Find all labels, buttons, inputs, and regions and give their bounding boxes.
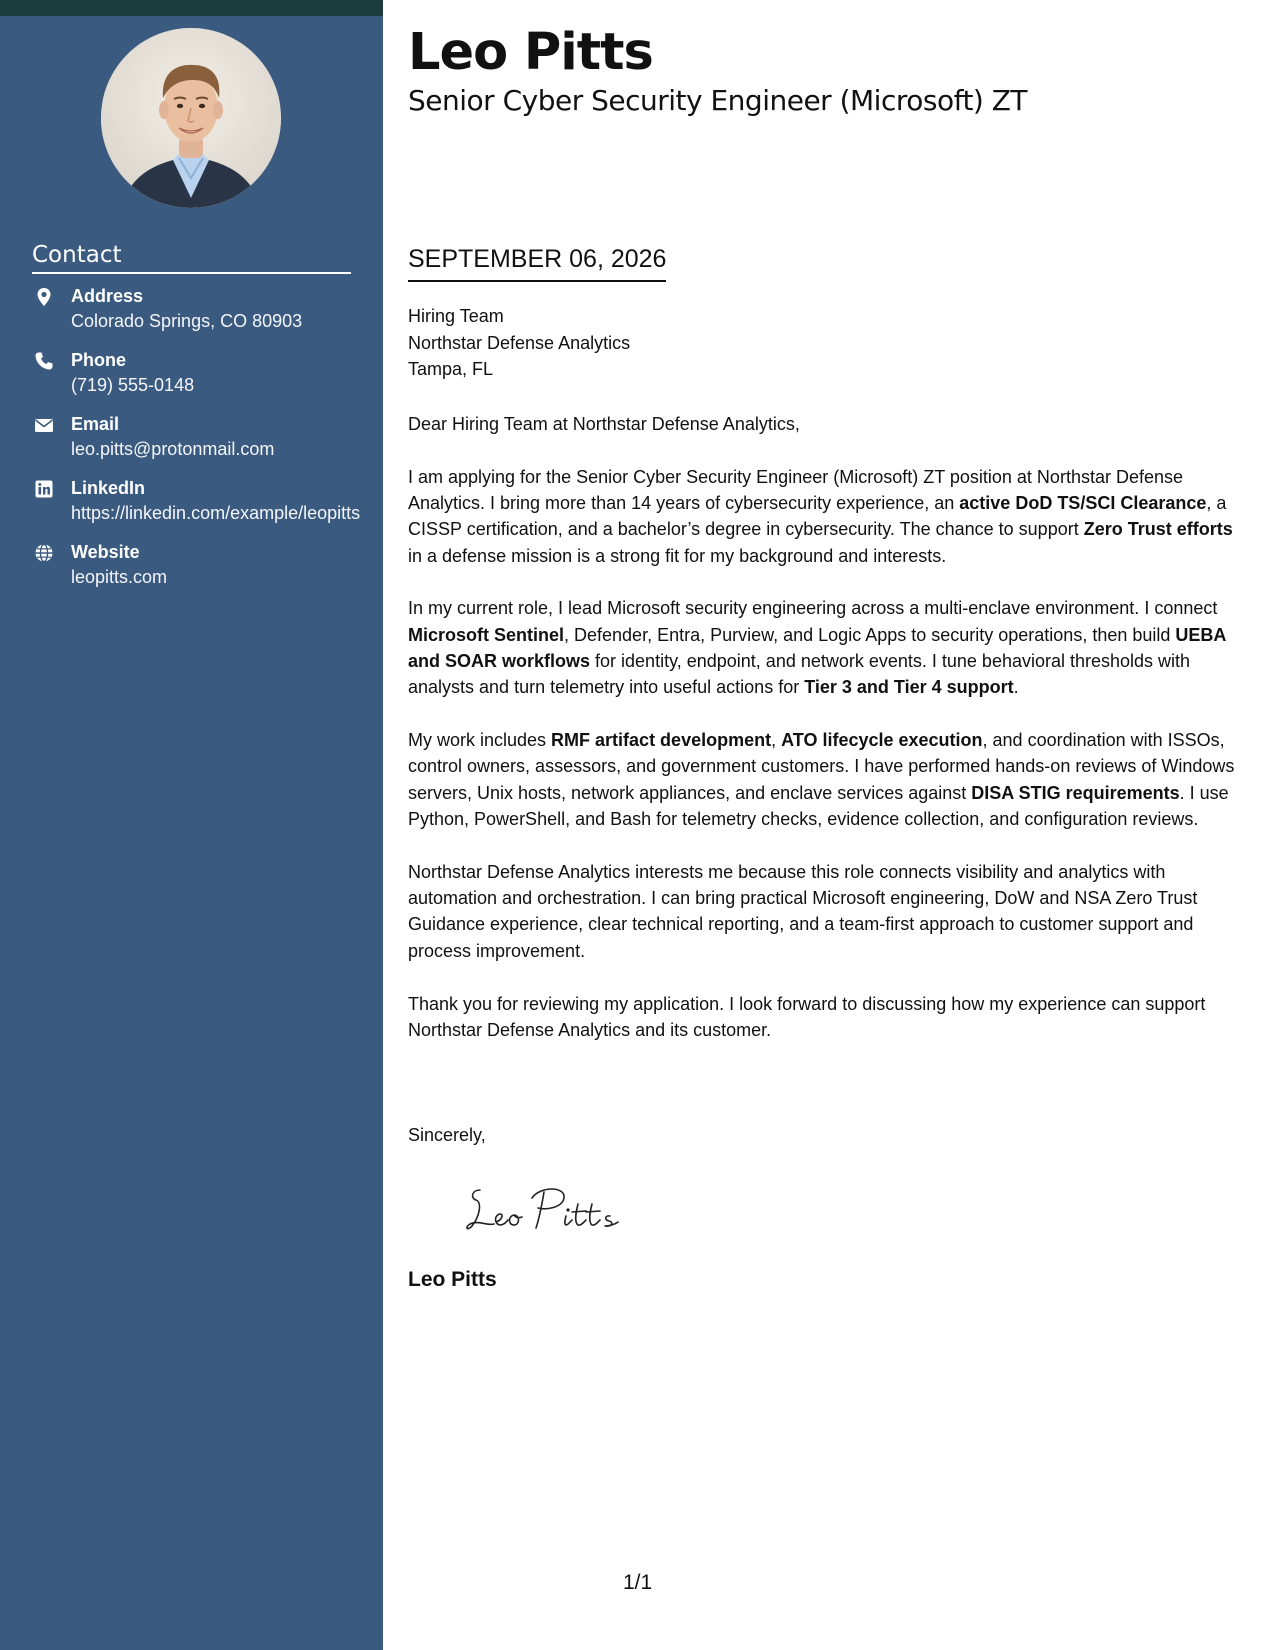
contact-label: Website bbox=[71, 542, 140, 562]
contact-linkedin bbox=[32, 476, 362, 525]
contact-website bbox=[32, 540, 362, 589]
linkedin-icon bbox=[34, 479, 54, 499]
applicant-name: Leo Pitts bbox=[408, 23, 653, 82]
highlight-text: RMF artifact development bbox=[551, 730, 772, 751]
recipient-line: Tampa, FL bbox=[408, 359, 494, 379]
avatar-photo bbox=[101, 28, 281, 208]
text-run: My work includes bbox=[408, 730, 552, 751]
highlight-text: DISA STIG requirements bbox=[971, 782, 1180, 803]
contact-phone bbox=[32, 348, 362, 397]
paragraph-thanks: Thank you for reviewing my application. I look forward to discussing how my experience can support Northstar Defense Analytics and its customer. bbox=[408, 993, 1206, 1040]
text-run: for identity, endpoint, and network events. I tune behavioral thresholds with analysts and turn telemetry into useful actions for bbox=[408, 651, 1191, 698]
contact-heading: Contact bbox=[32, 240, 351, 274]
text-run: , a CISSP certification, and a bachelor’s degree in cybersecurity. The chance to support bbox=[408, 493, 1227, 540]
phone-icon bbox=[34, 351, 54, 371]
highlight-text: ATO lifecycle execution bbox=[781, 730, 983, 751]
text-run: , and coordination with ISSOs, control owners, assessors, and government customers. I have performed hands-on reviews of Windows servers, Unix hosts, network appliances, and enclave services against bbox=[408, 730, 1235, 803]
letter-body bbox=[408, 411, 1250, 1070]
signature-text: Leo Pitts bbox=[458, 1178, 462, 1179]
page-number: 1/1 bbox=[623, 1571, 653, 1594]
paragraph-work bbox=[408, 727, 1250, 832]
letter-date: SEPTEMBER 06, 2026 bbox=[408, 244, 666, 282]
avatar bbox=[101, 28, 281, 208]
highlight-text: active DoD TS/SCI Clearance bbox=[959, 493, 1207, 514]
recipient-line: Hiring Team bbox=[408, 306, 504, 326]
text-run: . I use Python, PowerShell, and Bash for telemetry checks, evidence collection, and configuration reviews. bbox=[408, 782, 1229, 830]
signer-name: Leo Pitts bbox=[408, 1268, 497, 1291]
job-title: Senior Cyber Security Engineer (Microsoft) ZT bbox=[408, 84, 1028, 117]
contact-list bbox=[32, 284, 362, 604]
paragraph-current-role bbox=[408, 595, 1250, 700]
contact-label: Email bbox=[71, 414, 120, 434]
sidebar-top-bar bbox=[0, 0, 383, 16]
highlight-text: UEBA and SOAR workflows bbox=[408, 624, 1226, 672]
paragraph-intro bbox=[408, 464, 1250, 569]
text-run: , bbox=[771, 730, 782, 751]
text-run: in a defense mission is a strong fit for my background and interests. bbox=[408, 545, 947, 566]
text-run: , Defender, Entra, Purview, and Logic Apps to security operations, then build bbox=[564, 624, 1176, 645]
text-run: I am applying for the Senior Cyber Security Engineer (Microsoft) ZT position at Northstar Defense Analytics. I bring more than 14 years of cybersecurity experience, an bbox=[408, 466, 1184, 514]
sidebar bbox=[0, 0, 383, 1650]
text-run: In my current role, I lead Microsoft security engineering across a multi-enclave environment. I connect bbox=[408, 598, 1218, 619]
contact-label: LinkedIn bbox=[71, 478, 146, 498]
text-run: . bbox=[1013, 677, 1019, 698]
map-pin-icon bbox=[34, 287, 54, 307]
globe-icon bbox=[34, 543, 54, 563]
contact-email bbox=[32, 412, 362, 461]
contact-address bbox=[32, 284, 362, 333]
contact-label: Address bbox=[71, 286, 144, 306]
email-link[interactable]: leo.pitts@protonmail.com bbox=[71, 439, 275, 459]
highlight-text: Tier 3 and Tier 4 support bbox=[804, 677, 1014, 698]
salutation: Dear Hiring Team at Northstar Defense Analytics, bbox=[408, 414, 800, 434]
paragraph-interest: Northstar Defense Analytics interests me because this role connects visibility and analytics with automation and orchestration. I can bring practical Microsoft engineering, DoW and NSA Zero Trust Guidance experience, clear technical reporting, and a team-first approach to customer support and process improvement. bbox=[408, 861, 1198, 961]
recipient-block bbox=[408, 303, 630, 383]
contact-value: Colorado Springs, CO 80903 bbox=[71, 311, 303, 331]
closing: Sincerely, bbox=[408, 1125, 486, 1145]
recipient-line: Northstar Defense Analytics bbox=[408, 332, 631, 353]
signature-image bbox=[458, 1178, 658, 1238]
website-link[interactable]: leopitts.com bbox=[71, 567, 168, 587]
contact-label: Phone bbox=[71, 350, 127, 370]
envelope-icon bbox=[34, 415, 54, 435]
contact-value[interactable]: (719) 555-0148 bbox=[71, 375, 195, 395]
highlight-text: Zero Trust efforts bbox=[1083, 519, 1233, 540]
highlight-text: Microsoft Sentinel bbox=[408, 624, 565, 645]
linkedin-link[interactable]: https://linkedin.com/example/leopitts bbox=[71, 503, 361, 523]
